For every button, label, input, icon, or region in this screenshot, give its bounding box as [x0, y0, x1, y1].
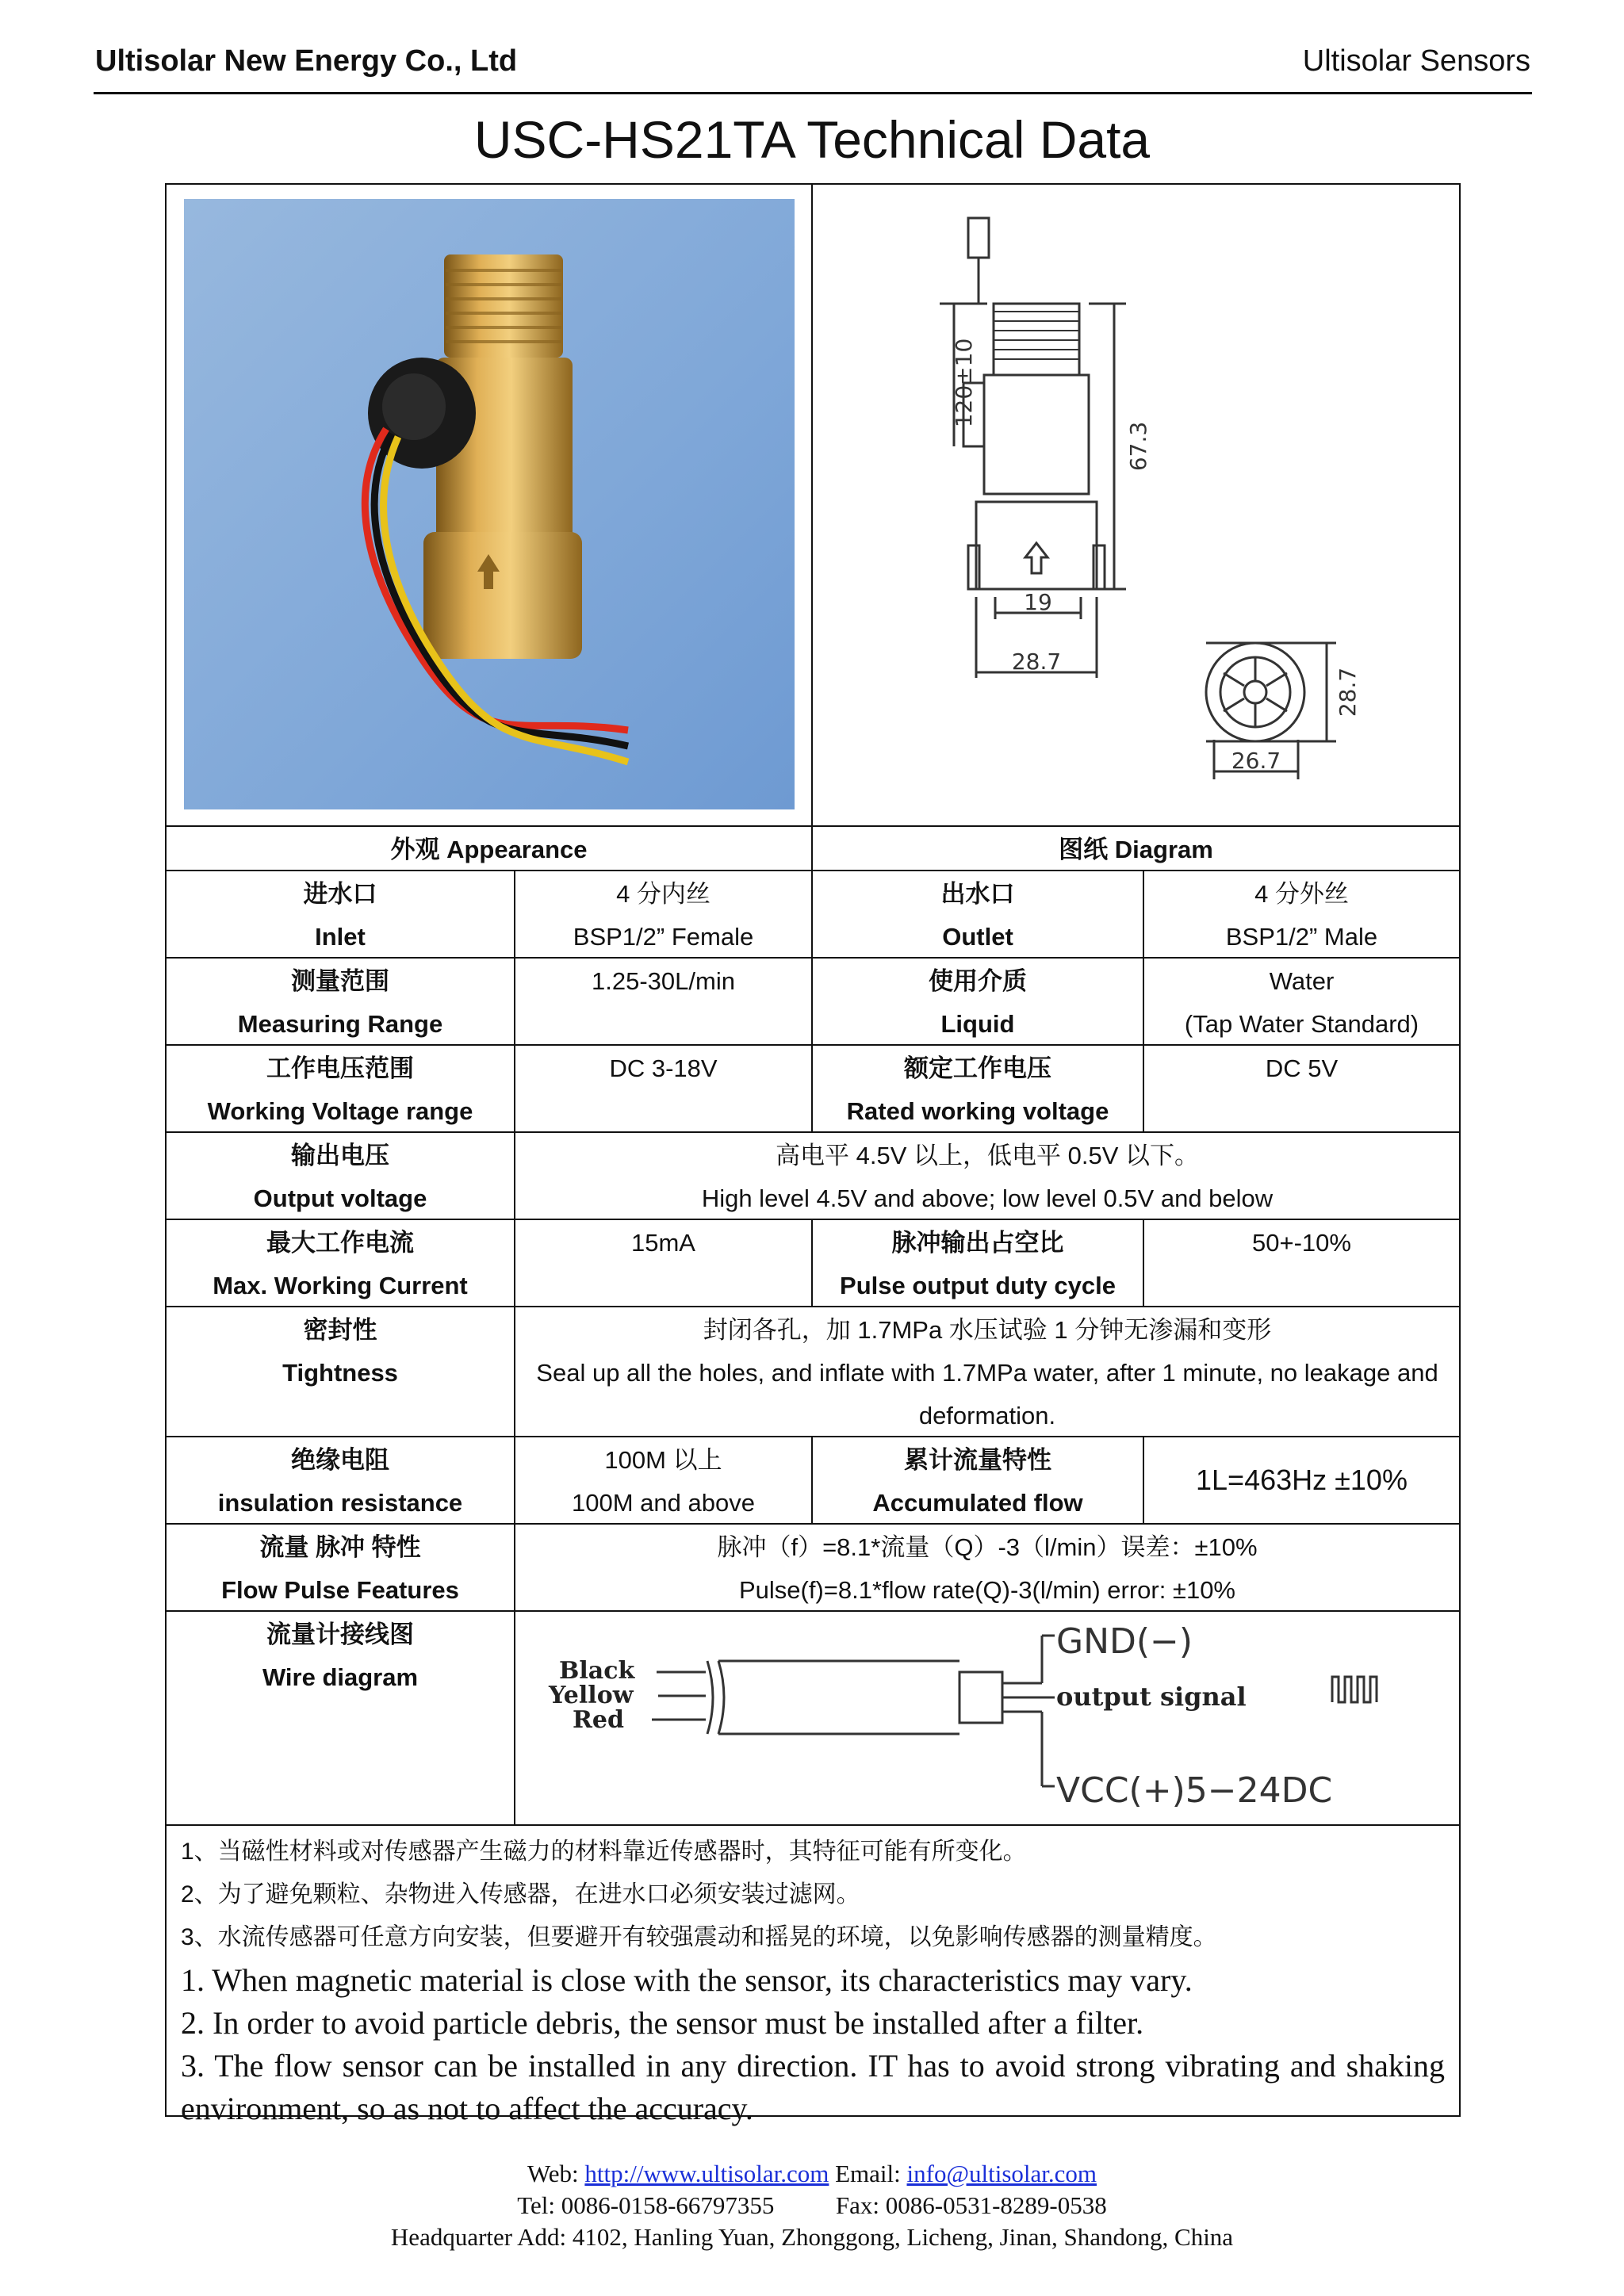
wire-diagram-label: 流量计接线图 Wire diagram	[167, 1612, 515, 1826]
sensor-photo	[184, 199, 810, 825]
inlet-value: 4 分内丝 BSP1/2” Female	[515, 871, 813, 959]
appearance-photo-cell	[167, 185, 813, 827]
working-voltage-value: DC 3-18V	[515, 1046, 813, 1133]
insulation-value: 100M 以上 100M and above	[515, 1437, 813, 1525]
note-cn-2: 2、为了避免颗粒、杂物进入传感器，在进水口必须安装过滤网。	[181, 1881, 860, 1908]
dim-cable-length: 120±10	[951, 338, 977, 428]
note-en-2: 2. In order to avoid particle debris, the sensor must be installed after a filter.	[181, 2005, 1144, 2041]
footer-phone-line: Tel: 0086-0158-66797355 Fax: 0086-0531-8289-0538	[517, 2191, 1107, 2219]
note-cn-1: 1、当磁性材料或对传感器产生磁力的材料靠近传感器时，其特征可能有所变化。	[181, 1839, 1027, 1865]
tightness-value: 封闭各孔，加 1.7MPa 水压试验 1 分钟无渗漏和变形 Seal up all the holes, and inflate with 1.7MPa water, after 1 minute, no leakage and deformation.	[515, 1307, 1459, 1437]
note-en-3: 3. The flow sensor can be installed in any direction. IT has to avoid strong vibrating and shaking environment, so as not to affect the accuracy.	[181, 2048, 1445, 2126]
dimension-drawing	[813, 185, 1459, 827]
max-current-label: 最大工作电流 Max. Working Current	[167, 1220, 515, 1307]
page-footer	[0, 2158, 1624, 2253]
appearance-caption: 外观 Appearance	[167, 827, 813, 871]
inlet-label: 进水口 Inlet	[167, 871, 515, 959]
outlet-label: 出水口 Outlet	[813, 871, 1144, 959]
wire-red-label: Red	[573, 1706, 624, 1734]
working-voltage-label: 工作电压范围 Working Voltage range	[167, 1046, 515, 1133]
tightness-label: 密封性 Tightness	[167, 1307, 515, 1437]
accumulated-flow-value: 1L=463Hz ±10%	[1144, 1437, 1459, 1525]
note-cn-3: 3、水流传感器可任意方向安装，但要避开有较强震动和摇晃的环境，以免影响传感器的测量精度。	[181, 1924, 1217, 1950]
diagram-drawing-cell	[813, 185, 1459, 827]
notes-section	[167, 1826, 1459, 2126]
dim-end-height: 28.7	[1335, 667, 1361, 718]
vcc-label: VCC(+)5−24DC	[1056, 1770, 1333, 1811]
wire-black-label: Black	[559, 1657, 635, 1685]
outlet-value: 4 分外丝 BSP1/2” Male	[1144, 871, 1459, 959]
dim-body-length: 67.3	[1125, 421, 1151, 472]
insulation-label: 绝缘电阻 insulation resistance	[167, 1437, 515, 1525]
rated-voltage-label: 额定工作电压 Rated working voltage	[813, 1046, 1144, 1133]
website-link[interactable]: http://www.ultisolar.com	[584, 2160, 829, 2187]
dim-end-width: 26.7	[1231, 748, 1281, 774]
output-voltage-label: 输出电压 Output voltage	[167, 1133, 515, 1220]
accumulated-flow-label: 累计流量特性 Accumulated flow	[813, 1437, 1144, 1525]
page-header	[95, 41, 1530, 86]
flow-pulse-label: 流量 脉冲 特性 Flow Pulse Features	[167, 1525, 515, 1612]
measuring-range-label: 测量范围 Measuring Range	[167, 959, 515, 1046]
company-name: Ultisolar New Energy Co., Ltd	[95, 44, 518, 78]
brand-name: Ultisolar Sensors	[1302, 44, 1530, 78]
dim-outer-width: 28.7	[1011, 649, 1062, 675]
footer-contact-line: Web: http://www.ultisolar.com Email: info@ultisolar.com	[527, 2160, 1097, 2187]
liquid-value: Water (Tap Water Standard)	[1144, 959, 1459, 1046]
header-divider	[94, 92, 1532, 94]
document-title: USC-HS21TA Technical Data	[473, 110, 1151, 169]
flow-pulse-value: 脉冲（f）=8.1*流量（Q）-3（l/min）误差：±10% Pulse(f)=8.1*flow rate(Q)-3(l/min) error: ±10%	[515, 1525, 1459, 1612]
duty-cycle-label: 脉冲输出占空比 Pulse output duty cycle	[813, 1220, 1144, 1307]
output-signal-label: output signal	[1056, 1682, 1247, 1712]
gnd-label: GND(−)	[1056, 1621, 1193, 1662]
duty-cycle-value: 50+-10%	[1144, 1220, 1459, 1307]
output-voltage-value: 高电平 4.5V 以上，低电平 0.5V 以下。 High level 4.5V and above; low level 0.5V and below	[515, 1133, 1459, 1220]
footer-address-line: Headquarter Add: 4102, Hanling Yuan, Zhonggong, Licheng, Jinan, Shandong, China	[390, 2223, 1234, 2251]
spec-table	[165, 183, 1461, 2126]
diagram-caption: 图纸 Diagram	[813, 827, 1459, 871]
max-current-value: 15mA	[515, 1220, 813, 1307]
measuring-range-value: 1.25-30L/min	[515, 959, 813, 1046]
wire-diagram	[515, 1612, 1459, 1824]
wire-yellow-label: Yellow	[549, 1682, 634, 1709]
rated-voltage-value: DC 5V	[1144, 1046, 1459, 1133]
wire-diagram-cell	[515, 1612, 1459, 1826]
liquid-label: 使用介质 Liquid	[813, 959, 1144, 1046]
email-link[interactable]: info@ultisolar.com	[906, 2160, 1097, 2187]
note-en-1: 1. When magnetic material is close with the sensor, its characteristics may vary.	[181, 1962, 1193, 1998]
dim-inner-width: 19	[1024, 589, 1052, 615]
